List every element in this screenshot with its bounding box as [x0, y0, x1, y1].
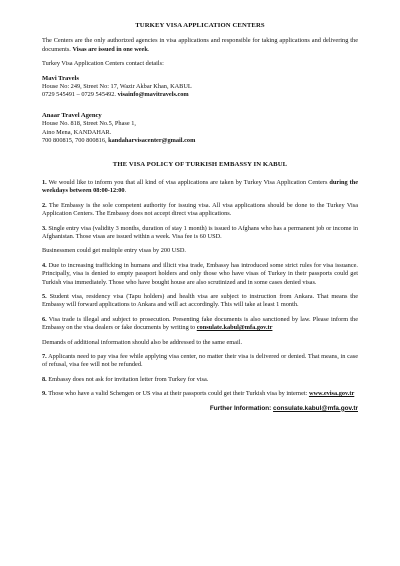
item-number: 2.: [42, 201, 47, 209]
item-number: 1.: [42, 178, 47, 186]
item-text: Single entry visa (validity 3 months, duration of stay 1 month) is issued to Afghans who has a permanent job or income in Afghanistan. Those visas are issued within a week. Visa fee is 60 USD.: [42, 224, 358, 240]
item-text: Embassy does not ask for invitation letter from Turkey for visa.: [46, 375, 209, 383]
intro-end: .: [147, 45, 150, 53]
item-text: Those who have a valid Schengen or US visa at their passports could get their Turkish visa by internet:: [46, 390, 309, 398]
item-text: Due to increasing trafficking in humans and illicit visa trade, Embassy has introduced some strict rules for visa issuance. Principally, visa is denied to empty passport holders and only those who have visas of Turkey in their passports could get Turkish visa immediately. Those who have bought house are also scrutinized and in some cases denied visas.: [42, 261, 358, 286]
agency-contact: [42, 91, 358, 99]
item-bold: during the weekdays between 08:00-12:00: [42, 178, 358, 195]
agency-address-line-1: House No. 818, Street No.5, Phase 1,: [42, 120, 136, 128]
policy-item-3: [42, 225, 358, 242]
agency-mavi: [42, 75, 358, 100]
agency-phone: 0729 545491 – 0729 545492.: [42, 91, 116, 99]
policy-item-6-note: Demands of additional information should also be addressed to the same email.: [42, 338, 243, 346]
item-number: 6.: [42, 315, 47, 323]
agency-address-line-2: Aino Mena, KANDAHAR.: [42, 128, 112, 136]
further-information: [42, 405, 358, 413]
agency-anaar: [42, 112, 358, 146]
agency-name: Anaar Travel Agency: [42, 111, 102, 119]
item-number: 3.: [42, 224, 47, 232]
footer-email-link[interactable]: consulate.kabul@mfa.gov.tr: [273, 404, 358, 412]
agency-name: Mavi Travels: [42, 74, 79, 82]
item-number: 9.: [42, 390, 47, 398]
policy-item-4: [42, 262, 358, 287]
intro-paragraph: [42, 37, 358, 54]
intro-text: The Centers are the only authorized agencies in visa applications and responsible for taking applications and delivering the documents.: [42, 37, 358, 53]
page-title: TURKEY VISA APPLICATION CENTERS: [135, 22, 265, 29]
policy-item-5: [42, 293, 358, 310]
item-number: 4.: [42, 261, 47, 269]
embassy-email-link[interactable]: consulate.kabul@mfa.gov.tr: [196, 324, 273, 332]
item-number: 8.: [42, 375, 47, 383]
policy-title: THE VISA POLICY OF TURKISH EMBASSY IN KABUL: [112, 161, 288, 169]
item-number: 5.: [42, 292, 47, 300]
policy-item-6: [42, 316, 358, 333]
item-text: Visa trade is illegal and subject to prosecution. Presenting fake documents is also sanctioned by law. Please inform the Embassy on the visa dealers or fake documents by writing to: [42, 315, 358, 332]
item-text: We would like to inform you that all kind of visa applications are taken by Turkey Visa Application Centers: [46, 178, 330, 186]
agency-phone: 700 800815, 700 800816,: [42, 137, 107, 145]
evisa-link[interactable]: www.evisa.gov.tr: [308, 390, 355, 398]
policy-item-7: [42, 353, 358, 370]
agency-contact: [42, 137, 358, 145]
policy-item-1: [42, 179, 358, 196]
policy-item-3-note: Businessmen could get multiple entry visas by 200 USD.: [42, 247, 186, 255]
policy-item-2: [42, 202, 358, 219]
item-text-end: .: [124, 187, 127, 195]
intro-bold: Visas are issued in one week: [72, 45, 148, 53]
policy-item-8: [42, 376, 358, 384]
agency-email: kandaharvisacenter@gmail.com: [108, 137, 196, 145]
item-text: Student visa, residency visa (Tapu holders) and health visa are subject to instruction from Ankara. That means the Embassy will forward applications to Ankara and will act accordingly. This will take at least 1 month.: [42, 292, 358, 309]
footer-label: Further Information:: [209, 404, 274, 412]
agency-address: House No: 249, Street No: 17, Wazir Akbar Khan, KABUL: [42, 83, 192, 91]
policy-item-9: [42, 390, 358, 398]
item-text: Applicants need to pay visa fee while applying visa center, no matter their visa is delivered or denied. That means, in case of refusal, visa fee will not be refunded.: [42, 352, 358, 369]
item-text: The Embassy is the sole competent authority for issuing visa. All visa applications should be done to the Turkey Visa Application Centers. The Embassy does not accept direct visa applications.: [42, 201, 358, 218]
agency-email: visainfo@mavitravels.com: [117, 91, 189, 99]
item-number: 7.: [42, 352, 47, 360]
contact-heading: Turkey Visa Application Centers contact details:: [42, 60, 164, 68]
